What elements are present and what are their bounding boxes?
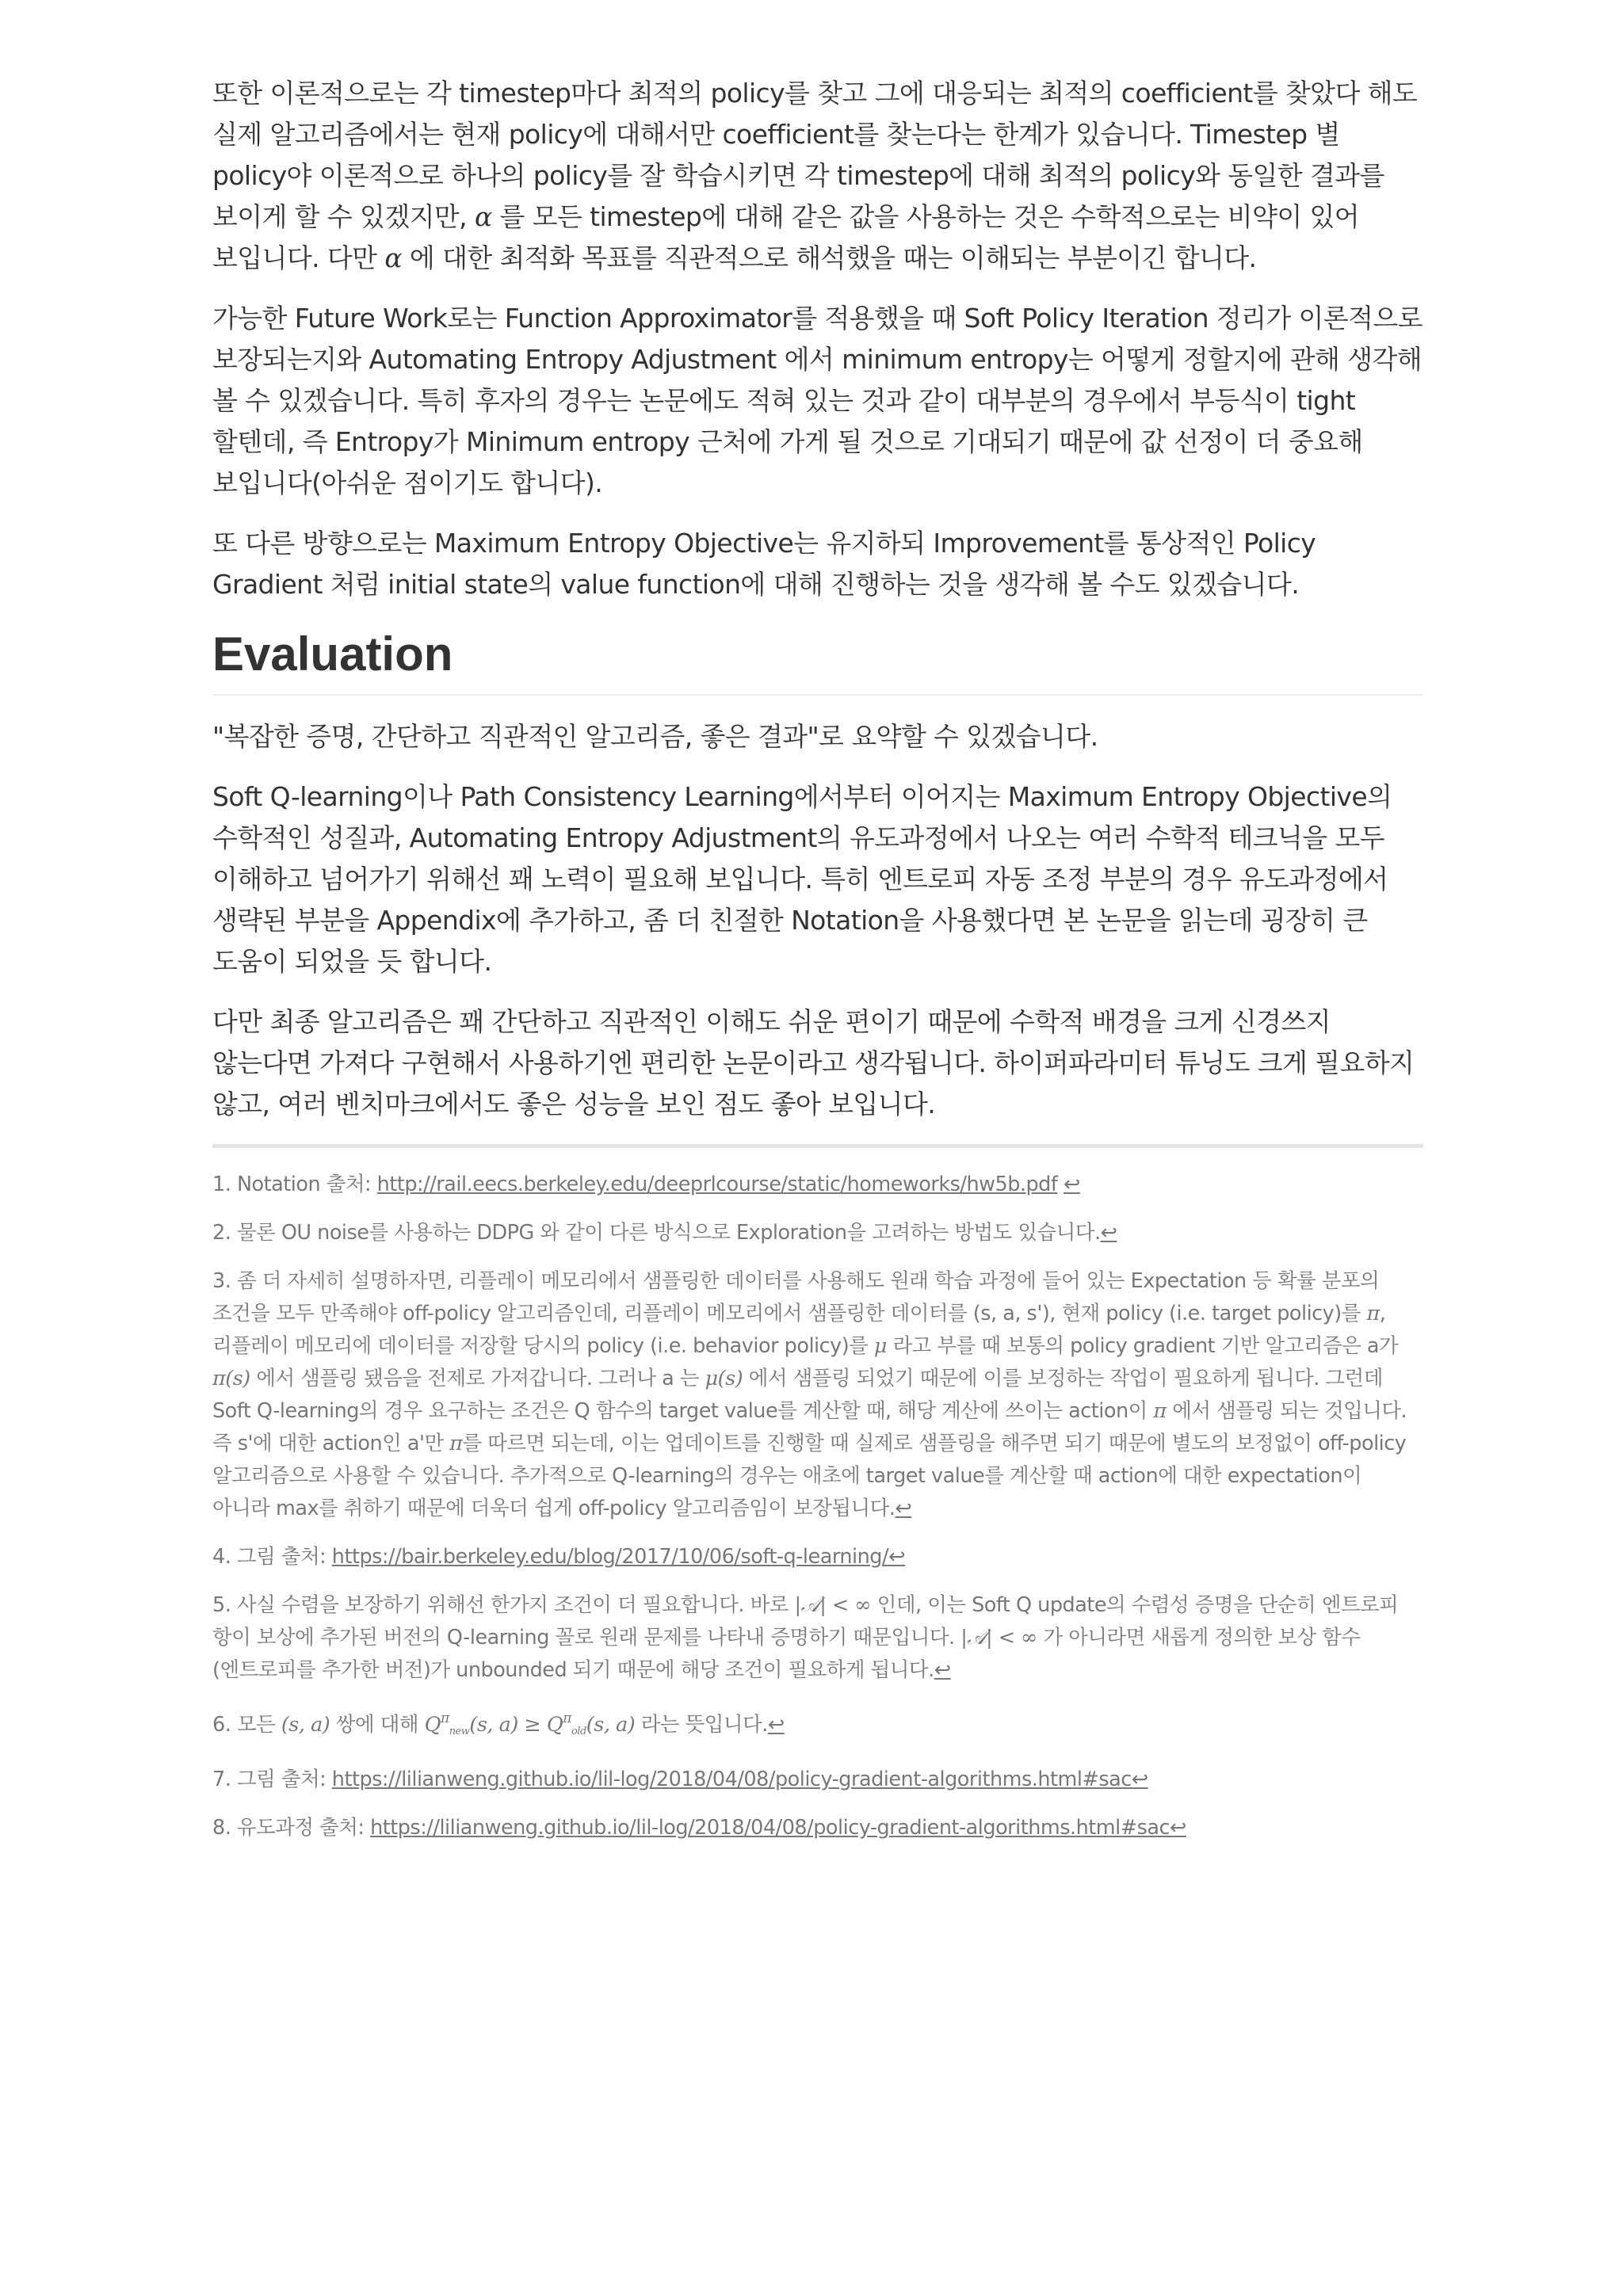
article-body: [212, 73, 1423, 1860]
footnote-4-link[interactable]: https://bair.berkeley.edu/blog/2017/10/06/soft-q-learning/: [331, 1545, 889, 1569]
footnotes-divider: [212, 1144, 1423, 1148]
paragraph-evaluation-algorithm: 다만 최종 알고리즘은 꽤 간단하고 직관적인 이해도 쉬운 편이기 때문에 수학적 배경을 크게 신경쓰지 않는다면 가져다 구현해서 사용하기엔 편리한 논문이라고 생각됩니다. 하이퍼파라미터 튜닝도 크게 필요하지 않고, 여러 벤치마크에서도 좋은 성능을 보인 점도 좋아 보입니다.: [212, 1006, 1415, 1119]
section-heading-evaluation: Evaluation: [212, 624, 1423, 696]
footnote-6: 6. 모든 (s, a) 쌍에 대해 $Q^\pi_{new}(s$, $a) \ge Q^\pi_{old}(s$, a) 라는 뜻입니다.↩: [212, 1711, 785, 1737]
footnotes-list: [212, 1169, 1423, 1844]
footnote-2: 2. 물론 OU noise를 사용하는 DDPG 와 같이 다른 방식으로 Exploration을 고려하는 방법도 있습니다.↩: [212, 1221, 1117, 1245]
footnote-back-link[interactable]: ↩: [1063, 1173, 1080, 1196]
footnote-back-link[interactable]: ↩: [1170, 1816, 1186, 1840]
paragraph-future-work: 가능한 Future Work로는 Function Approximator를 적용했을 때 Soft Policy Iteration 정리가 이론적으로 보장되는지와 Automating Entropy Adjustment 에서 minimum entropy는 어떻게 정할지에 관해 생각해 볼 수 있겠습니다. 특히 후자의 경우는 논문에도 적혀 있는 것과 같이 대부분의 경우에서 부등식이 tight 할텐데, 즉 Entropy가 Minimum entropy 근처에 가게 될 것으로 기대되기 때문에 값 선정이 더 중요해 보입니다(아쉬운 점이기도 합니다).: [212, 303, 1423, 498]
footnote-back-link[interactable]: ↩: [934, 1658, 951, 1682]
footnote-8-link[interactable]: https://lilianweng.github.io/lil-log/2018/04/08/policy-gradient-algorithms.html#sac: [370, 1816, 1170, 1840]
footnote-3: 3. 좀 더 자세히 설명하자면, 리플레이 메모리에서 샘플링한 데이터를 사용해도 원래 학습 과정에 들어 있는 Expectation 등 확률 분포의 조건을 모두 만족해야 off-policy 알고리즘인데, 리플레이 메모리에서 샘플링한 데이터를 (s, a, s'), 현재 policy (i.e. target policy)를 π, 리플레이 메모리에 데이터를 저장할 당시의 policy (i.e. behavior policy)를 μ 라고 부를 때 보통의 policy gradient 기반 알고리즘은 a가 π(s) 에서 샘플링 됐음을 전제로 가져갑니다. 그러나 a 는 μ(s) 에서 샘플링 되었기 때문에 이를 보정하는 작업이 필요하게 됩니다. 그런데 Soft Q-learning의 경우 요구하는 조건은 Q 함수의 target value를 계산할 때, 해당 계산에 쓰이는 action이 π 에서 샘플링 되는 것입니다. 즉 s'에 대한 action인 a'만 π를 따르면 되는데, 이는 업데이트를 진행할 때 실제로 샘플링을 해주면 되기 때문에 별도의 보정없이 off-policy 알고리즘으로 사용할 수 있습니다. 추가적으로 Q-learning의 경우는 애초에 target value를 계산할 때 action에 대한 expectation이 아니라 max를 취하기 때문에 더욱더 쉽게 off-policy 알고리즘임이 보장됩니다.↩: [212, 1269, 1407, 1520]
footnote-8: 8. 유도과정 출처: https://lilianweng.github.io/lil-log/2018/04/08/policy-gradient-algorithms.html#sac↩: [212, 1816, 1186, 1840]
footnote-1-link[interactable]: http://rail.eecs.berkeley.edu/deeprlcourse/static/homeworks/hw5b.pdf: [376, 1173, 1058, 1196]
paragraph-evaluation-math: Soft Q-learning이나 Path Consistency Learning에서부터 이어지는 Maximum Entropy Objective의 수학적인 성질과, Automating Entropy Adjustment의 유도과정에서 나오는 여러 수학적 테크닉을 모두 이해하고 넘어가기 위해선 꽤 노력이 필요해 보입니다. 특히 엔트로피 자동 조정 부분의 경우 유도과정에서 생략된 부분을 Appendix에 추가하고, 좀 더 친절한 Notation을 사용했다면 본 논문을 읽는데 굉장히 큰 도움이 되었을 듯 합니다.: [212, 781, 1392, 977]
footnote-4: 4. 그림 출처: https://bair.berkeley.edu/blog/2017/10/06/soft-q-learning/↩: [212, 1545, 905, 1569]
paragraph-other-direction: 또 다른 방향으로는 Maximum Entropy Objective는 유지하되 Improvement를 통상적인 Policy Gradient 처럼 initial state의 value function에 대해 진행하는 것을 생각해 볼 수도 있겠습니다.: [212, 528, 1316, 600]
footnote-back-link[interactable]: ↩: [895, 1497, 912, 1520]
footnote-back-link[interactable]: ↩: [888, 1545, 905, 1569]
footnote-1: 1. Notation 출처: http://rail.eecs.berkeley.edu/deeprlcourse/static/homeworks/hw5b.pdf ↩: [212, 1173, 1080, 1196]
paragraph-limitations: 또한 이론적으로는 각 timestep마다 최적의 policy를 찾고 그에 대응되는 최적의 coefficient를 찾았다 해도 실제 알고리즘에서는 현재 policy에 대해서만 coefficient를 찾는다는 한계가 있습니다. Timestep 별 policy야 이론적으로 하나의 policy를 잘 학습시키면 각 timestep에 대해 최적의 policy와 동일한 결과를 보이게 할 수 있겠지만, α 를 모든 timestep에 대해 같은 값을 사용하는 것은 수학적으로는 비약이 있어 보입니다. 다만 α 에 대한 최적화 목표를 직관적으로 해석했을 때는 이해되는 부분이긴 합니다.: [212, 78, 1418, 273]
footnote-5: 5. 사실 수렴을 보장하기 위해선 한가지 조건이 더 필요합니다. 바로 |𝒜| < ∞ 인데, 이는 Soft Q update의 수렴성 증명을 단순히 엔트로피 항이 보상에 추가된 버전의 Q-learning 꼴로 원래 문제를 나타내 증명하기 때문입니다. |𝒜| < ∞ 가 아니라면 새롭게 정의한 보상 함수(엔트로피를 추가한 버전)가 unbounded 되기 때문에 해당 조건이 필요하게 됩니다.↩: [212, 1593, 1399, 1682]
footnote-back-link[interactable]: ↩: [1131, 1768, 1148, 1791]
footnote-back-link[interactable]: ↩: [767, 1713, 785, 1737]
footnote-7: 7. 그림 출처: https://lilianweng.github.io/lil-log/2018/04/08/policy-gradient-algorithms.html#sac↩: [212, 1768, 1148, 1791]
alpha-symbol: α: [384, 242, 403, 273]
alpha-symbol: α: [474, 201, 492, 232]
footnote-back-link[interactable]: ↩: [1100, 1221, 1117, 1245]
paragraph-summary: "복잡한 증명, 간단하고 직관적인 알고리즘, 좋은 결과"로 요약할 수 있겠습니다.: [212, 721, 1098, 752]
footnote-7-link[interactable]: https://lilianweng.github.io/lil-log/2018/04/08/policy-gradient-algorithms.html#sac: [331, 1768, 1132, 1791]
